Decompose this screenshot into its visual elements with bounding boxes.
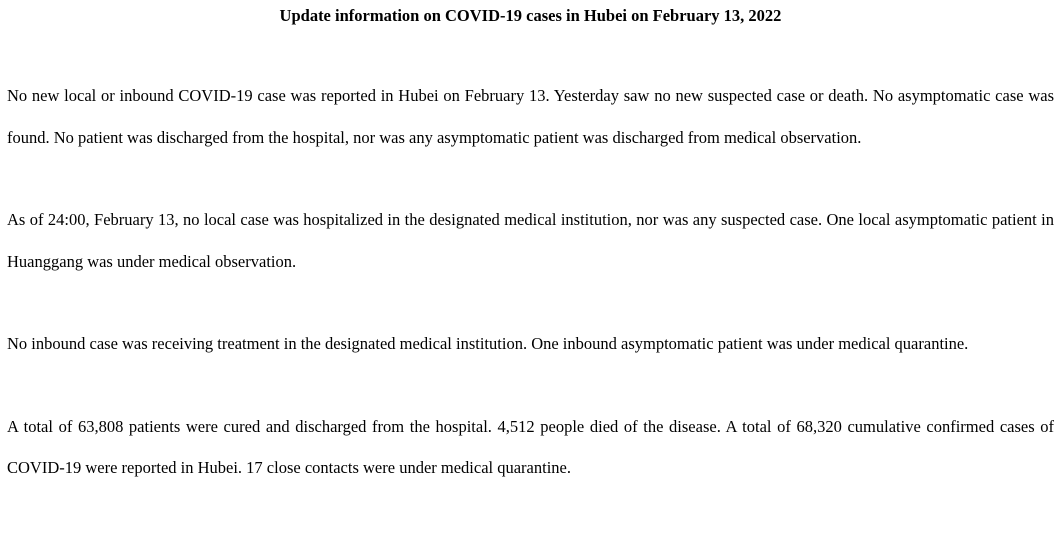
paragraph-inbound-status: No inbound case was receiving treatment in the designated medical institution. One inbound asymptomatic patient was under medical quarantine. xyxy=(7,334,969,353)
paragraph-cumulative-totals: A total of 63,808 patients were cured and discharged from the hospital. 4,512 people died of the disease. A total of 68,320 cumulative confirmed cases of COVID-19 were reported in Hubei. 17 close contacts were under medical quarantine. xyxy=(7,416,1054,477)
paragraph-new-cases: No new local or inbound COVID-19 case was reported in Hubei on February 13. Yesterday saw no new suspected case or death. No asymptomatic case was found. No patient was discharged from the hospital, nor was any asymptomatic patient was discharged from medical observation. xyxy=(7,86,1054,147)
document-title: Update information on COVID-19 cases in Hubei on February 13, 2022 xyxy=(279,6,782,25)
paragraph-local-status: As of 24:00, February 13, no local case was hospitalized in the designated medical institution, nor was any suspected case. One local asymptomatic patient in Huanggang was under medical observation. xyxy=(7,210,1054,271)
